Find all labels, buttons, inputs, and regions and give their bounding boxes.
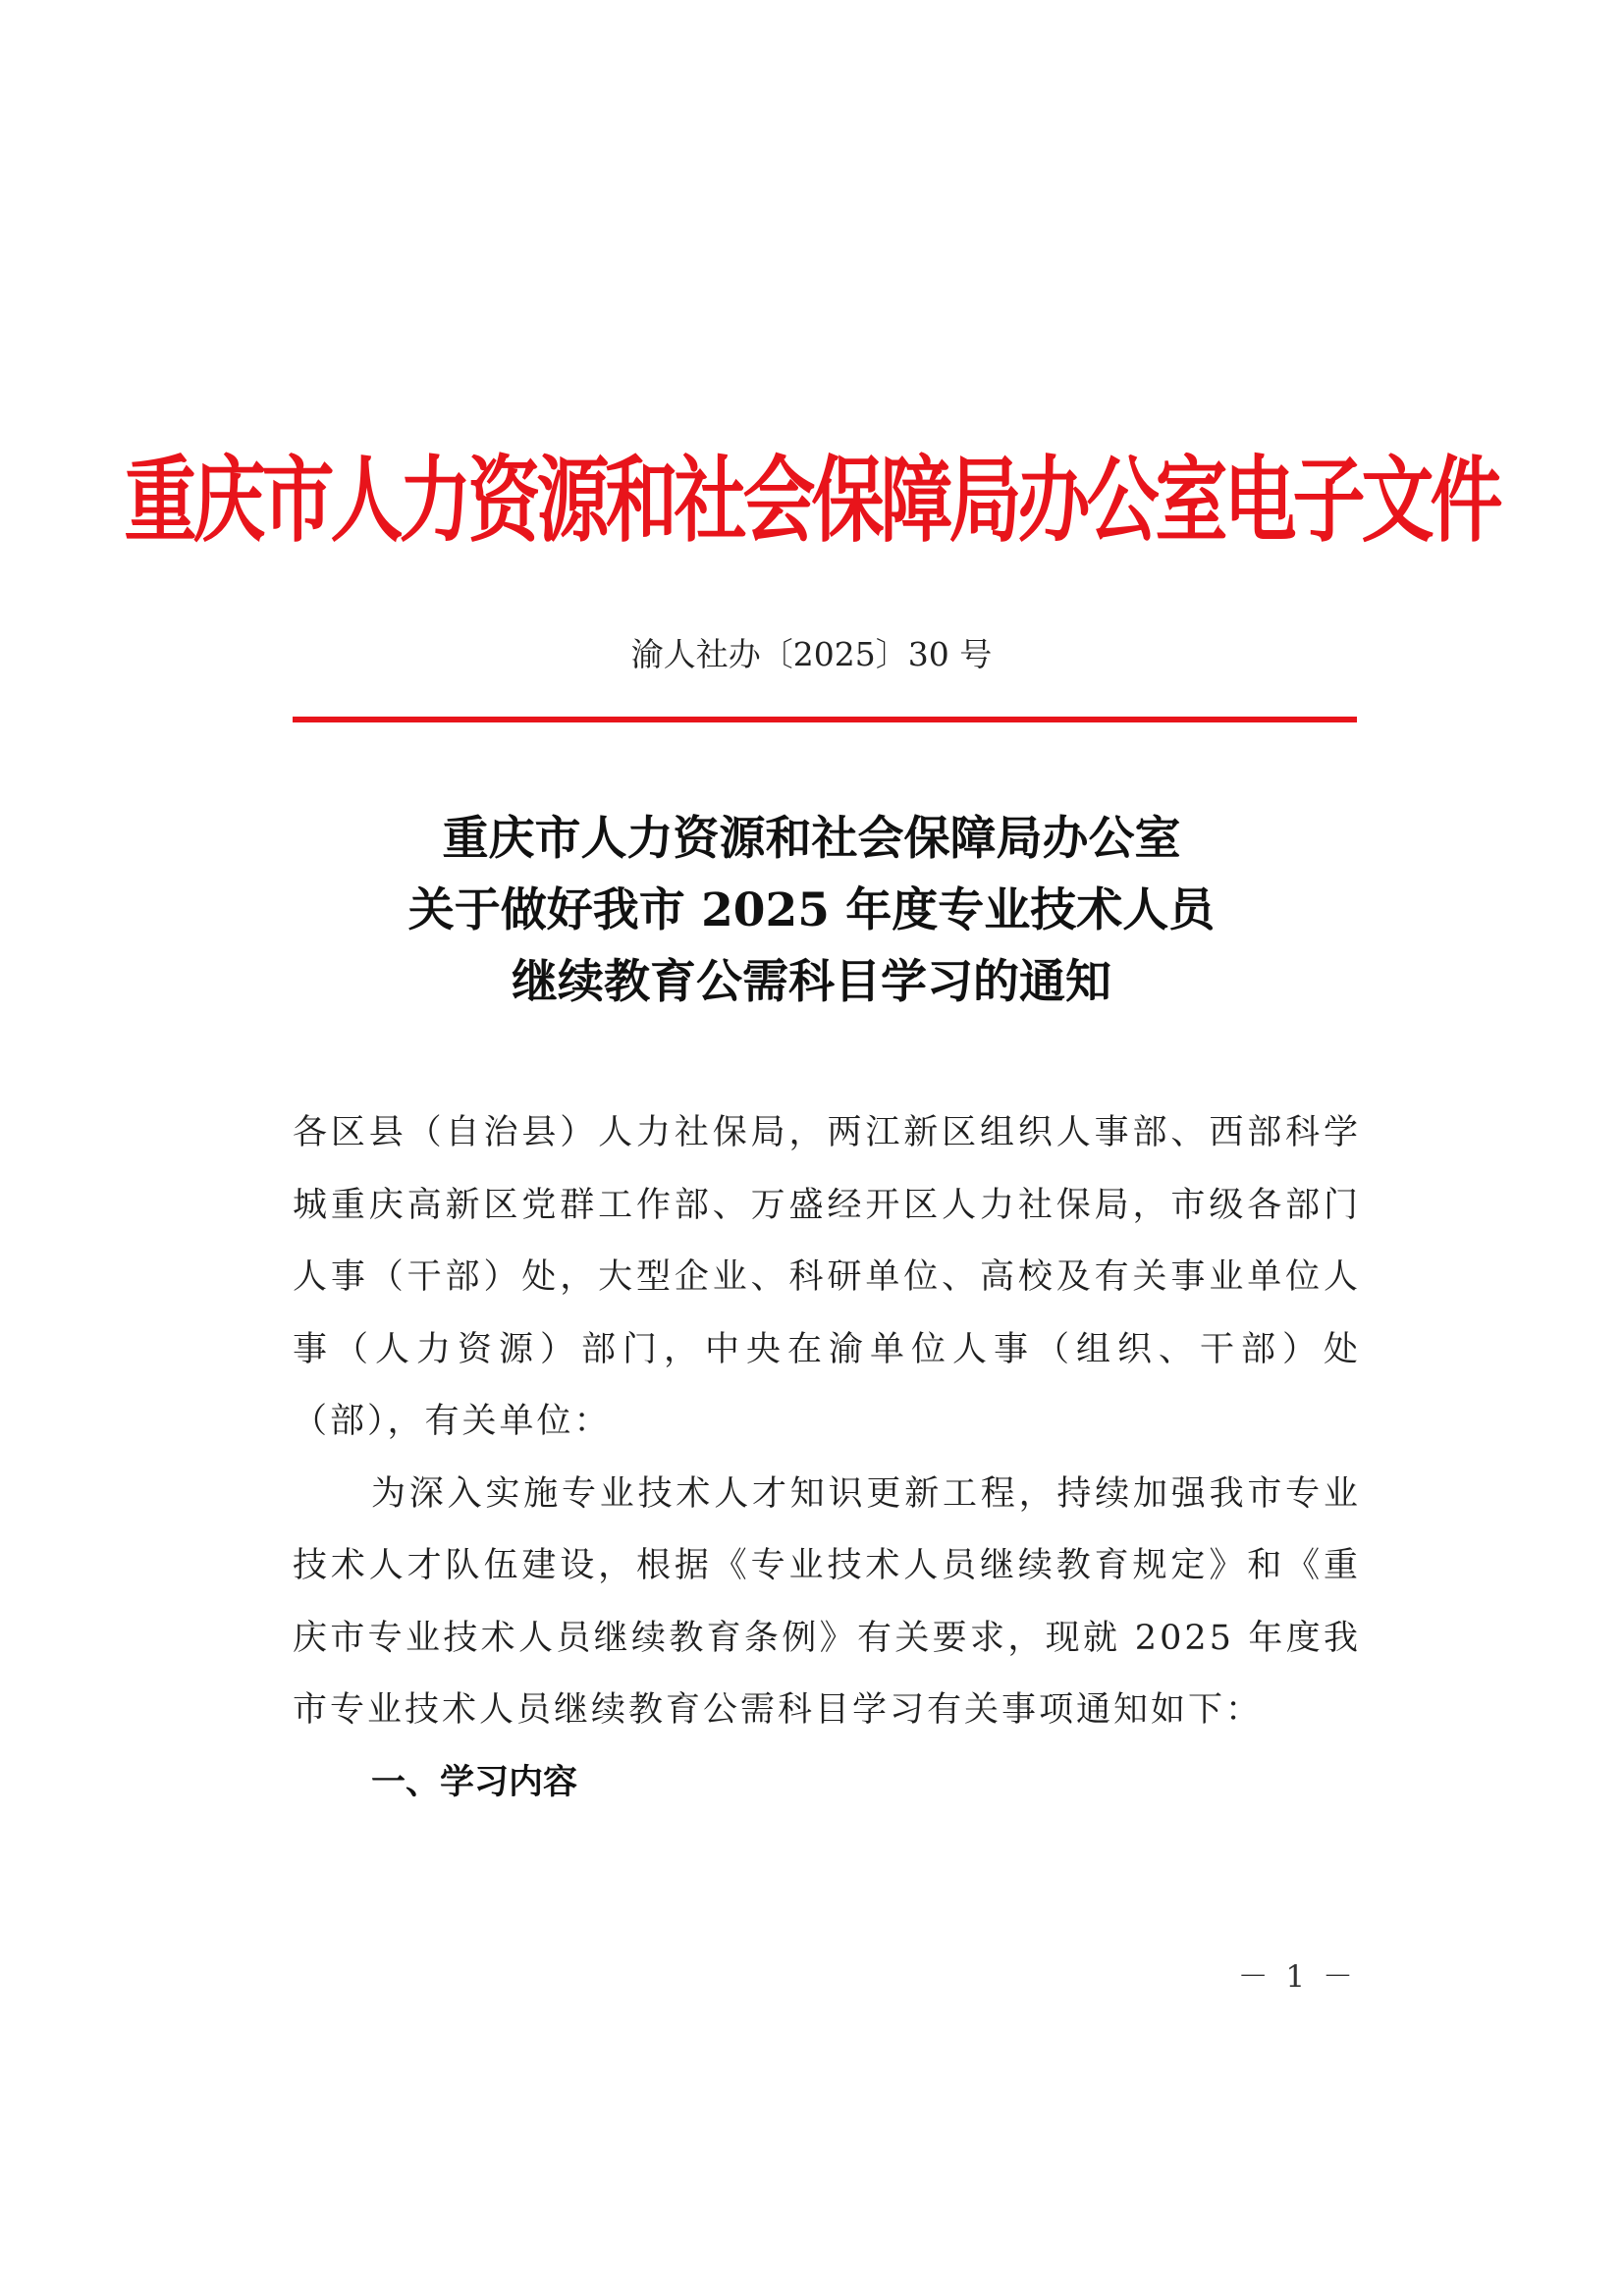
- notice-title-line: 继续教育公需科目学习的通知: [512, 955, 1111, 1009]
- masthead-title: 重庆市人力资源和社会保障局办公室电子文件: [124, 447, 1499, 556]
- document-body: [293, 1097, 1361, 1819]
- notice-title-line: 关于做好我市 2025 年度专业技术人员: [407, 883, 1216, 937]
- red-divider-line: [293, 717, 1357, 722]
- document-number: 渝人社办〔2025〕30 号: [630, 635, 993, 673]
- section-heading: 一、学习内容: [371, 1762, 578, 1802]
- notice-title: [0, 803, 1623, 1018]
- page-number: － 1 －: [1237, 1959, 1357, 1995]
- salutation-paragraph: 各区县（自治县）人力社保局，两江新区组织人事部、西部科学城重庆高新区党群工作部、万盛经开区人力社保局，市级各部门人事（干部）处，大型企业、科研单位、高校及有关事业单位人事（人力资源）部门，中央在渝单位人事（组织、干部）处（部），有关单位：: [293, 1113, 1361, 1441]
- intro-paragraph: 为深入实施专业技术人才知识更新工程，持续加强我市专业技术人才队伍建设，根据《专业技术人员继续教育规定》和《重庆市专业技术人员继续教育条例》有关要求，现就 2025 年度我市专业技术人员继续教育公需科目学习有关事项通知如下：: [293, 1473, 1361, 1730]
- notice-title-line: 重庆市人力资源和社会保障局办公室: [442, 812, 1181, 866]
